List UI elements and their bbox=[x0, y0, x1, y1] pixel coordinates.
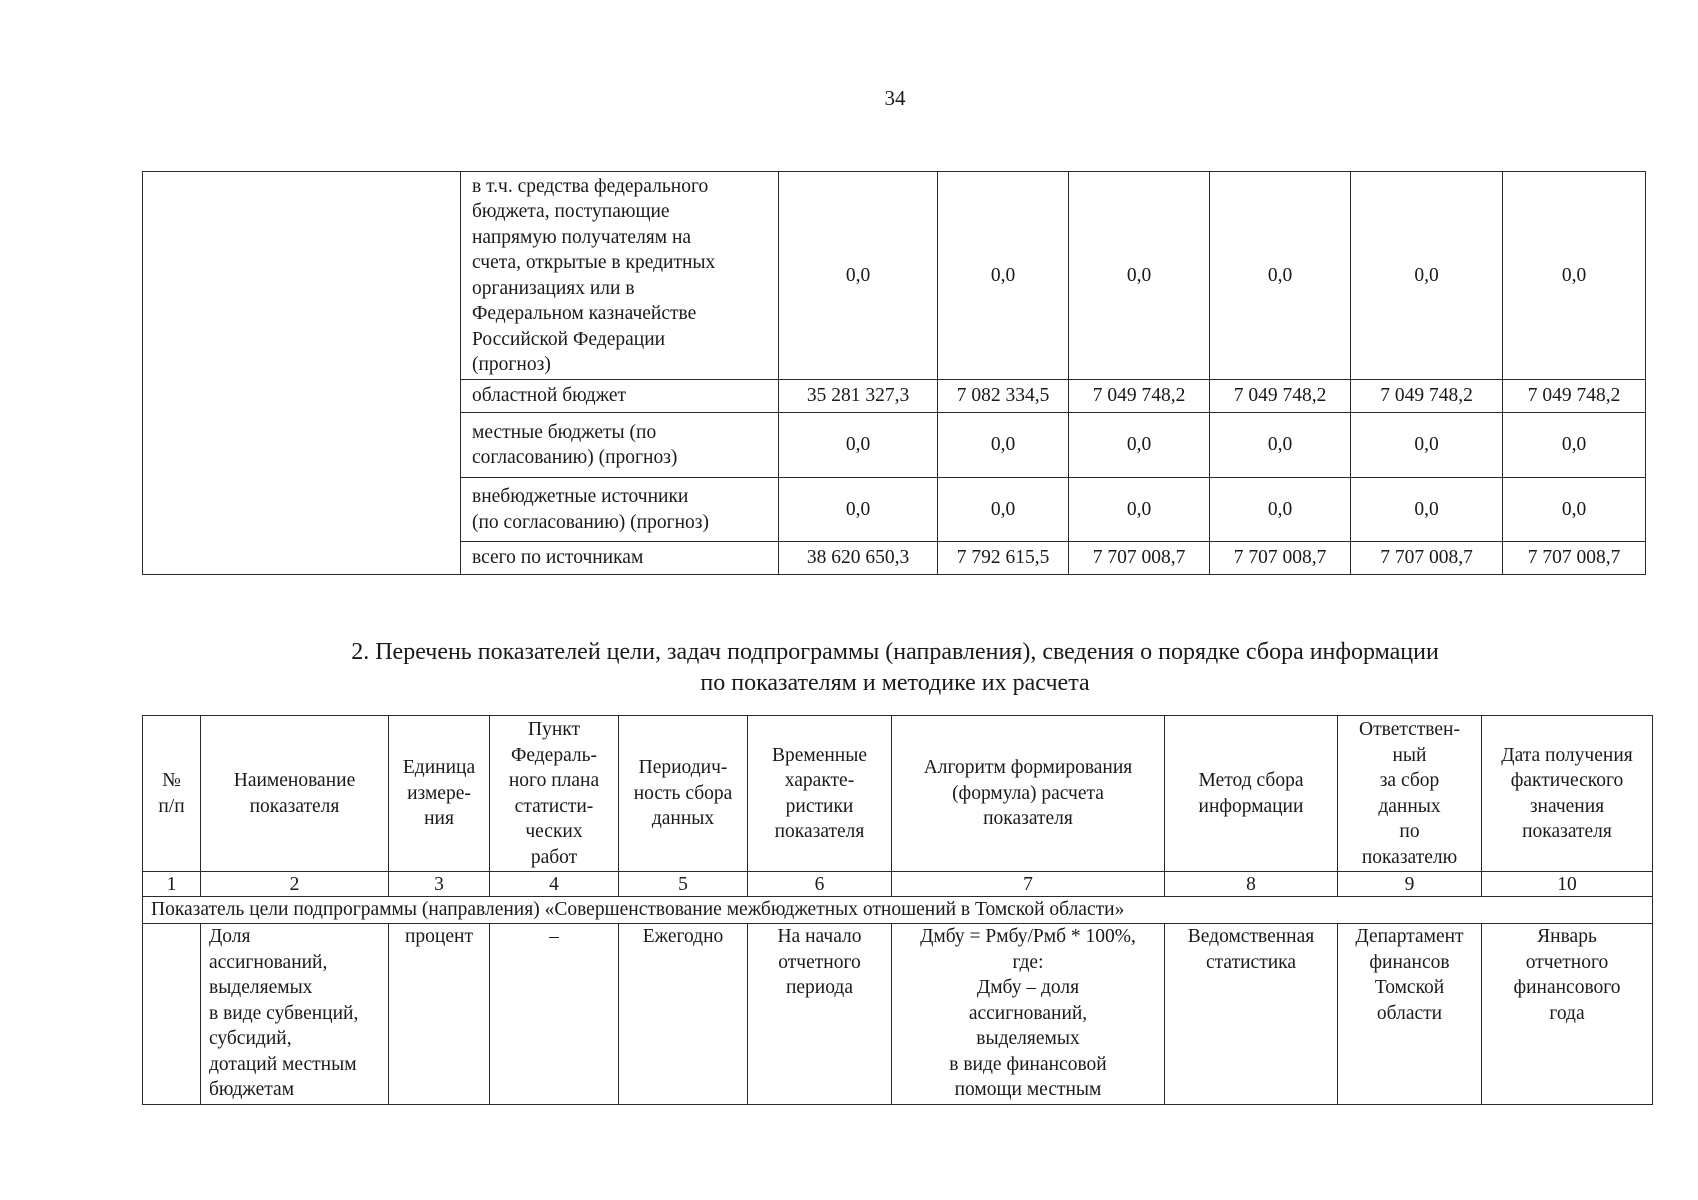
header-cell: Алгоритм формирования (формула) расчета показателя bbox=[892, 716, 1165, 872]
financing-value: 0,0 bbox=[779, 413, 938, 478]
column-number: 5 bbox=[619, 872, 748, 897]
financing-value: 0,0 bbox=[1069, 413, 1210, 478]
indicator-periodicity: Ежегодно bbox=[619, 924, 748, 1105]
indicator-algorithm: Дмбу = Рмбу/Рмб * 100%, где: Дмбу – доля ассигнований, выделяемых в виде финансовой помощи местным bbox=[892, 924, 1165, 1105]
column-number: 10 bbox=[1482, 872, 1653, 897]
header-cell: Периодич- ность сбора данных bbox=[619, 716, 748, 872]
indicator-unit: процент bbox=[389, 924, 490, 1105]
financing-value: 0,0 bbox=[938, 413, 1069, 478]
financing-value: 0,0 bbox=[1351, 172, 1503, 380]
financing-value: 0,0 bbox=[1069, 478, 1210, 542]
column-number: 4 bbox=[490, 872, 619, 897]
financing-value: 7 049 748,2 bbox=[1069, 380, 1210, 413]
header-cell: Ответствен- ный за сбор данных по показателю bbox=[1338, 716, 1482, 872]
indicator-time-characteristics: На начало отчетного периода bbox=[748, 924, 892, 1105]
header-cell: Наименование показателя bbox=[201, 716, 389, 872]
blank-cell bbox=[143, 172, 461, 575]
header-cell: Временные характе- ристики показателя bbox=[748, 716, 892, 872]
financing-value: 0,0 bbox=[779, 172, 938, 380]
financing-value: 0,0 bbox=[1503, 172, 1646, 380]
financing-table bbox=[142, 171, 1646, 575]
financing-value: 0,0 bbox=[779, 478, 938, 542]
column-number: 6 bbox=[748, 872, 892, 897]
header-cell: № п/п bbox=[143, 716, 201, 872]
financing-value: 0,0 bbox=[1351, 413, 1503, 478]
indicator-responsible: Департамент финансов Томской области bbox=[1338, 924, 1482, 1105]
financing-value: 0,0 bbox=[1069, 172, 1210, 380]
goal-row bbox=[143, 897, 1653, 924]
financing-row-label: в т.ч. средства федерального бюджета, поступающие напрямую получателям на счета, открытые в кредитных организациях или в Федеральном казначействе Российской Федерации (прогноз) bbox=[461, 172, 779, 380]
financing-value: 0,0 bbox=[1210, 478, 1351, 542]
financing-value: 0,0 bbox=[1503, 478, 1646, 542]
column-number: 8 bbox=[1165, 872, 1338, 897]
financing-row-label: всего по источникам bbox=[461, 542, 779, 575]
header-cell: Единица измере- ния bbox=[389, 716, 490, 872]
column-number: 7 bbox=[892, 872, 1165, 897]
financing-value: 0,0 bbox=[1503, 413, 1646, 478]
header-cell: Дата получения фактического значения показателя bbox=[1482, 716, 1653, 872]
financing-value: 38 620 650,3 bbox=[779, 542, 938, 575]
indicator-name: Доля ассигнований, выделяемых в виде субвенций, субсидий, дотаций местным бюджетам bbox=[201, 924, 389, 1105]
financing-value: 7 707 008,7 bbox=[1503, 542, 1646, 575]
column-number: 2 bbox=[201, 872, 389, 897]
column-number: 9 bbox=[1338, 872, 1482, 897]
financing-value: 0,0 bbox=[938, 172, 1069, 380]
column-number-row bbox=[143, 872, 1653, 897]
financing-value: 7 707 008,7 bbox=[1069, 542, 1210, 575]
row-number bbox=[143, 924, 201, 1105]
page-number: 34 bbox=[884, 86, 906, 110]
financing-row bbox=[143, 172, 1646, 380]
column-number: 1 bbox=[143, 872, 201, 897]
section-title: 2. Перечень показателей цели, задач подпрограммы (направления), сведения о порядке сбора информации по показателям и методике их расчета bbox=[351, 639, 1439, 696]
indicator-plan-item: – bbox=[490, 924, 619, 1105]
financing-value: 0,0 bbox=[1210, 413, 1351, 478]
header-cell: Пункт Федераль- ного плана статисти- ческих работ bbox=[490, 716, 619, 872]
financing-value: 7 049 748,2 bbox=[1351, 380, 1503, 413]
financing-row-label: областной бюджет bbox=[461, 380, 779, 413]
indicator-row bbox=[143, 924, 1653, 1105]
financing-value: 7 707 008,7 bbox=[1351, 542, 1503, 575]
financing-value: 7 792 615,5 bbox=[938, 542, 1069, 575]
financing-value: 35 281 327,3 bbox=[779, 380, 938, 413]
goal-row-label: Показатель цели подпрограммы (направления) «Совершенствование межбюджетных отношений в Томской области» bbox=[143, 897, 1653, 924]
indicator-date: Январь отчетного финансового года bbox=[1482, 924, 1653, 1105]
financing-value: 7 049 748,2 bbox=[1503, 380, 1646, 413]
column-number: 3 bbox=[389, 872, 490, 897]
financing-value: 7 707 008,7 bbox=[1210, 542, 1351, 575]
financing-row-label: местные бюджеты (по согласованию) (прогноз) bbox=[461, 413, 779, 478]
financing-value: 7 049 748,2 bbox=[1210, 380, 1351, 413]
header-cell: Метод сбора информации bbox=[1165, 716, 1338, 872]
financing-value: 0,0 bbox=[1351, 478, 1503, 542]
indicator-method: Ведомственная статистика bbox=[1165, 924, 1338, 1105]
financing-row-label: внебюджетные источники (по согласованию) (прогноз) bbox=[461, 478, 779, 542]
financing-value: 7 082 334,5 bbox=[938, 380, 1069, 413]
financing-value: 0,0 bbox=[938, 478, 1069, 542]
indicators-table bbox=[142, 715, 1653, 1105]
header-row bbox=[143, 716, 1653, 872]
financing-value: 0,0 bbox=[1210, 172, 1351, 380]
